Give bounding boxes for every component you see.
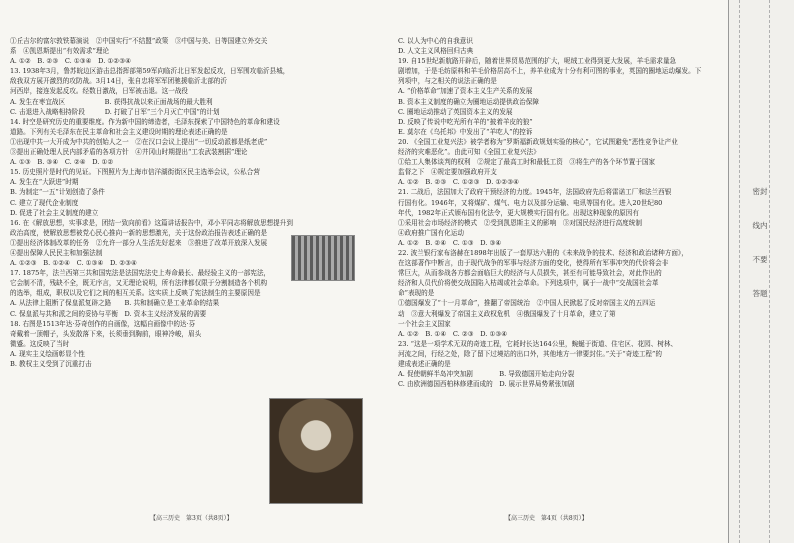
text-line: 道路。下列有关毛泽东在民主革命和社会主义建设时期的理论表述正确的是	[10, 127, 228, 136]
text-line: C. 圈地运动推动了英国资本主义的发展	[398, 107, 513, 116]
text-line: A. ①② B. ②③ C. ①②③ D. ①②③④	[398, 178, 520, 187]
text-line: 剧增加，于是毛纺原料和羊毛价格居高不上，养羊业成为十分有利可图的事业，英国的圈地运动爆发。下	[398, 67, 702, 76]
text-line: C. 建立了现代企业制度	[10, 198, 79, 207]
text-line: B. 为制定“一五”计划创造了条件	[10, 188, 105, 197]
text-line: 系 ④凯恩斯提出“有效需求”理论	[10, 47, 110, 56]
text-line: A. ①② B. ②④ C. ①③ D. ③④	[398, 238, 502, 247]
text-line: 22. 波兰银行家布洛赫在1898年出版了一套厚达六册的《未来战争的技术、经济和政治诸种方面》，	[398, 248, 688, 257]
text-line: A. ①② B. ②③ C. ①③④ D. ①②③④	[10, 57, 132, 66]
text-line: B. 教权主义受到了沉重打击	[10, 360, 92, 368]
text-line: 在这部著作中断言，由于现代战争的军事与经济方面的变化，使得所有军事冲突的代价将会非	[398, 259, 669, 268]
text-line: 经济的灾难恶化”。由此可知《全国工业复兴法》	[398, 148, 540, 157]
text-line: 13. 1938年3月，鲁苏皖边区游击总指挥部第59军向临沂北日军发起反攻，日军围攻临沂县城，	[10, 67, 290, 76]
text-line: 它会制不清，残缺不全，既无序言，又无理论说明，所有法律都仅限于分割制造各个机构	[10, 279, 268, 288]
text-line: 微蹙。这反映了当时	[10, 339, 70, 348]
text-line: 奇戴着一顶帽子，头发散落下来，长须垂到胸前，眼神冷峻，眉头	[10, 329, 202, 338]
text-line: 河流之间，行经之处，除了留下过境站的出口外，其他地方一律要封住。”关于“奇迹工程”的	[398, 349, 662, 358]
text-line: 敌我双方展开激烈的攻防战。3月14日，张自忠将军军团驰援临沂北部的沂	[10, 77, 227, 86]
text-line: 列项中，与之相关的说法正确的是	[398, 77, 497, 86]
text-line: E. 莫尔在《乌托邦》中发出了“羊吃人”的控诉	[398, 127, 533, 136]
text-line: D. 人文主义风格回归古典	[398, 47, 474, 56]
da-vinci-self-portrait	[269, 398, 363, 504]
text-line: ①德国爆发了“十一月革命”，推翻了帝国统治 ②中国人民掀起了反对帝国主义的五四运	[398, 299, 656, 308]
text-line: 14. 时空是研究历史的重要维度。作为新中国的缔造者，毛泽东探索了中国特色的革命和建设	[10, 117, 280, 126]
text-line: 命”表现的是	[398, 289, 435, 298]
text-line: 19. 自15世纪新航路开辟后，随着世界贸易范围的扩大，呢绒工业得到更大发展，羊毛需求量急	[398, 57, 677, 66]
text-line: A. 发生在“大跃进”时期	[10, 178, 79, 187]
text-line: C. 由欧洲德国西柏林修建而成的 D. 展示世界局势紧张加剧	[398, 380, 575, 389]
text-line: 的选举，组成，职权以及它们之间的相互关系。这实质上反映了宪法制生的主要原因是	[10, 289, 261, 298]
footer-left-page-number: 【高三历史 第3页（共8页）】	[150, 515, 233, 522]
right-page-column	[398, 36, 714, 389]
text-line: D. 促进了社会主义制度的建立	[10, 208, 99, 217]
left-page-column	[10, 36, 362, 369]
text-line: ①给工人集体谈判的权利 ②规定了最高工时和最低工资 ③将生产的各个环节置于国家	[398, 158, 656, 167]
text-line: 河西岸，接连发起反攻。经数日激战，日军被击退。这一战役	[10, 87, 189, 96]
text-line: ①出现中共一大开成为中共的创始人之一 ②在汉口会议上提出“一切反动派都是纸老虎”	[10, 137, 268, 146]
text-line: ①提出经济体制改革的任务 ②允许一部分人生活先好起来 ③推进了改革开放深入发展	[10, 238, 268, 247]
text-line: A. ①②③ B. ①②④ C. ①③④ D. ②③④	[10, 259, 137, 268]
text-line: 23. “这是一项学术无双的奇迹工程，它耗时长达164公里，蜿蜒于街道、住宅区、花园、树林、	[398, 339, 678, 348]
text-line: A. 促使朝鲜半岛冲突加剧 B. 导致德国开始走向分裂	[398, 370, 575, 379]
text-line: A. ①③ B. ③④ C. ②④ D. ①②	[10, 158, 114, 167]
text-line: 经济和人员代价将使交战国陷入枯竭或社会革命。下列选项中，属于一战中“交战国社会革	[398, 279, 659, 288]
text-line: D. 反映了传说中吃光所有羊的“披着羊皮的狼”	[398, 117, 533, 126]
text-line: A. 从法律上阻断了保皇派复辟之路 B. 共和制确立是工业革命的结果	[10, 299, 220, 308]
text-line: 动 ③意大利爆发了帝国主义政权危机 ④俄国爆发了十月革命，建立了第	[398, 309, 616, 318]
text-line: 一个社会主义国家	[398, 319, 451, 328]
text-line: 20. 《全国工业复兴法》被学者称为“罗斯福新政规划实验的核心”，它试图避免“恶性竞争让产业	[398, 137, 678, 146]
text-line: 16. 在《解放思想，实事求是，团结一致向前看》这篇讲话报告中，邓小平同志将解放思想提升到	[10, 218, 293, 227]
text-line: A. “价格革命”加速了资本主义生产关系的发展	[398, 87, 533, 96]
text-line: 18. 右图是1513年达·芬奇创作的自画像，这幅自画像中的达·芬	[10, 319, 196, 328]
text-line: 15. 历史照片是时代的见证。下图照片为上海市信洋湖街街区民主选举会议，公私合营	[10, 168, 260, 177]
text-line: C. 击退进入战略相持阶段 D. 打破了日军“三个月灭亡中国”的计划	[10, 107, 220, 116]
text-line: 21. 二战后，法国加大了政府干预经济的力度。1945年，法国政府先后将雷诺工厂和法兰西银	[398, 188, 672, 197]
text-line: ①丘吉尔的富尔敦铁幕演说 ②中国实行“不结盟”政策 ③中国与美、日等国建立外交关	[10, 37, 268, 45]
text-line: 建成表述正确的是	[398, 360, 451, 368]
text-line: A. ①② B. ①④ C. ②③ D. ①③④	[398, 329, 508, 338]
sealed-line-notice: 密封线内不要答题	[752, 187, 768, 298]
election-meeting-photo	[291, 235, 355, 281]
text-line: B. 资本主义制度的确立为圈地运动提供政治保障	[398, 97, 539, 106]
text-line: C. 以人为中心的自我意识	[398, 37, 473, 45]
text-line: ①采用社会市场经济的模式 ②受到凯恩斯主义的影响 ③对国民经济进行高度统制	[398, 218, 642, 227]
text-line: 年代，1982年正式颁布国有化法令，更大规模实行国有化。出现这种现象的原因有	[398, 208, 639, 217]
text-line: 政治高度，使解放思想被党心民心推向一新的思想激光，关于这份政治报告表述正确的是	[10, 228, 268, 237]
text-line: A. 发生在枣宜战区 B. 获得抗战以来正面战场的最大胜利	[10, 97, 213, 106]
text-line: 17. 1875年，法兰西第三共和国宪法是法国宪法史上寿命最长、最经验主义的一部宪法，	[10, 269, 271, 278]
text-line: 监督之下 ④规定要加强政府开支	[398, 168, 497, 177]
text-line: 行国有化。1946年，又将煤矿、煤气、电力以及部分运输、电讯等国有化。进入20世纪80	[398, 198, 663, 207]
text-line: A. 现实主义绘画彰显个性	[10, 349, 85, 358]
text-line: ④提出保障人民民主和加强法制	[10, 248, 103, 257]
text-line: 常巨大，从而参战各方都会面临巨大的经济与人员损失，甚至有可能导致社会，对此作出的	[398, 269, 662, 278]
footer-right-page-number: 【高三历史 第4页（共8页）】	[505, 515, 588, 522]
text-line: ④政府推广国有化运动	[398, 228, 464, 237]
text-line: C. 保皇派与共和派之间的妥协与平衡 D. 资本主义经济发展的需要	[10, 309, 207, 318]
text-line: ③提出正确处理人民内部矛盾的各项方针 ④井冈山时期提出“工农武装割据”理论	[10, 148, 248, 157]
